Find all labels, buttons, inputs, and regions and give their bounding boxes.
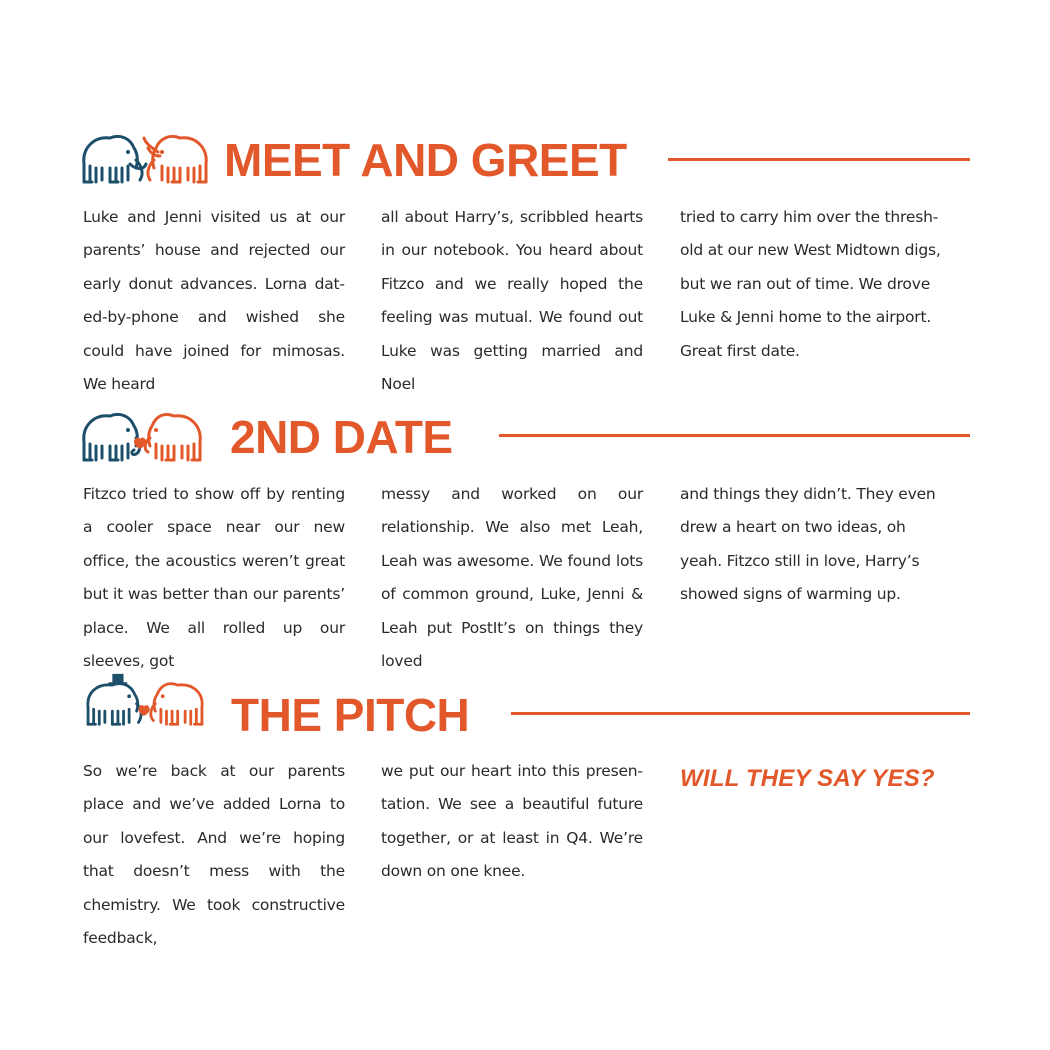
heading-rule bbox=[668, 158, 970, 161]
section-heading: 2ND DATE bbox=[230, 411, 453, 463]
body-column: we put our heart into this presentation. We see a beautiful future together, or at least in Q4. We’re down on one knee. bbox=[381, 762, 643, 881]
body-column: So we’re back at our parents place and we’ve added Lorna to our lovefest. And we’re hoping that doesn’t mess with the chemistry. We took constructive feedback, bbox=[83, 762, 345, 948]
body-column: Luke and Jenni visited us at our parents’ house and rejected our early donut advances. Lorna dated-by-phone and wished she could have joined for mimosas. We heard bbox=[83, 208, 345, 394]
heading-rule bbox=[511, 712, 970, 715]
two-mammoths-top-hat-icon bbox=[80, 672, 210, 728]
heading-rule bbox=[499, 434, 970, 437]
callout-will-they-say-yes: WILL THEY SAY YES? bbox=[680, 765, 935, 792]
section-heading: THE PITCH bbox=[231, 689, 470, 741]
body-column: messy and worked on our relationship. We also met Leah, Leah was awesome. We found lots of common ground, Luke, Jenni & Leah put PostIt’s on things they loved bbox=[381, 485, 643, 671]
body-column: and things they didn’t. They even drew a heart on two ideas, oh yeah. Fitzco still in love, Harry’s showed signs of warming up. bbox=[680, 485, 936, 604]
two-mammoths-heart-icon bbox=[80, 408, 210, 464]
body-column: tried to carry him over the threshold at our new West Midtown digs, but we ran out of time. We drove Luke & Jenni home to the airport. Great first date. bbox=[680, 208, 941, 360]
body-column: Fitzco tried to show off by renting a cooler space near our new office, the acoustics weren’t great but it was better than our parents’ place. We all rolled up our sleeves, got bbox=[83, 485, 345, 671]
two-mammoths-icon bbox=[80, 130, 210, 186]
body-column: all about Harry’s, scribbled hearts in our notebook. You heard about Fitzco and we really hoped the feeling was mutual. We found out Luke was getting married and Noel bbox=[381, 208, 643, 394]
section-heading: MEET AND GREET bbox=[224, 134, 627, 186]
